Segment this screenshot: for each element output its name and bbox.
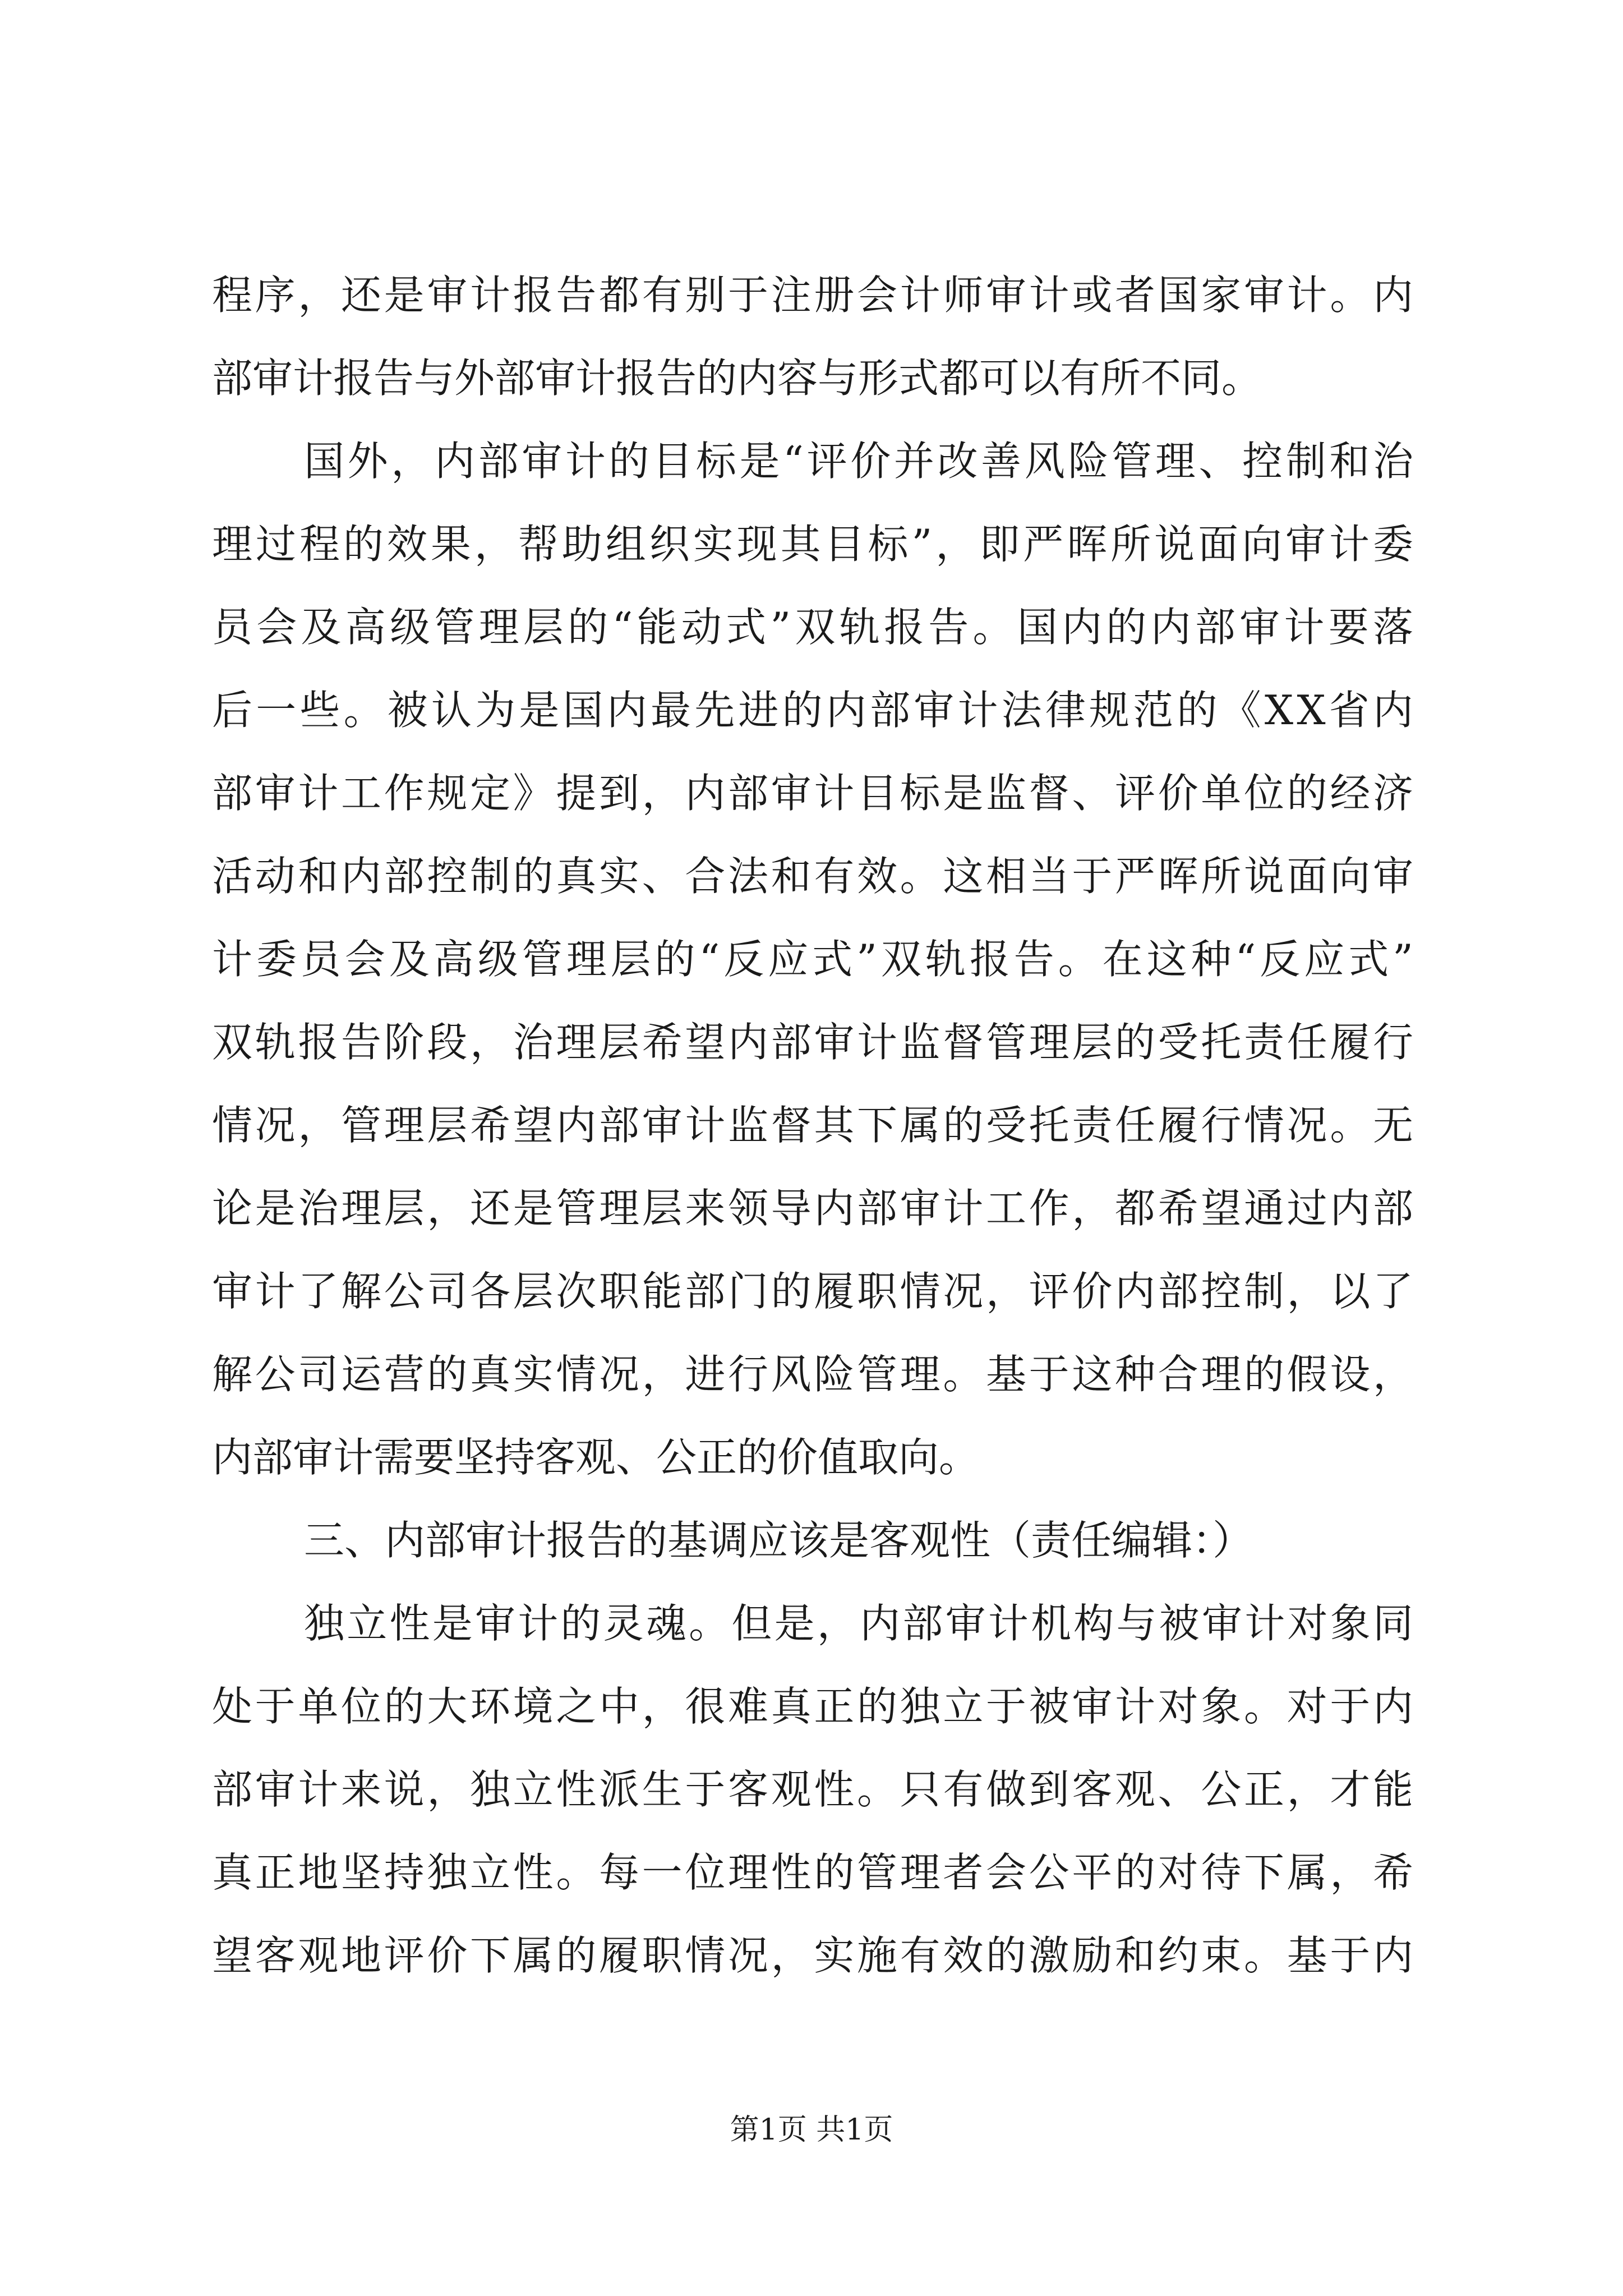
text-line-content: 活动和内部控制的真实、合法和有效。这相当于严晖所说面向审 [212, 853, 1416, 900]
text-line-content: 真正地坚持独立性。每一位理性的管理者会公平的对待下属，希 [212, 1849, 1416, 1896]
text-line-content: 计委员会及高级管理层的“反应式”双轨报告。在这种“反应式” [212, 936, 1417, 983]
text-line-content: 部审计来说，独立性派生于客观性。只有做到客观、公正，才能 [212, 1766, 1416, 1813]
text-line-content: 处于单位的大环境之中，很难真正的独立于被审计对象。对于内 [212, 1683, 1416, 1730]
text-line-content: 员会及高级管理层的“能动式”双轨报告。国内的内部审计要落 [212, 604, 1418, 651]
text-line [0, 434, 1623, 488]
text-line [0, 766, 1623, 820]
text-line [0, 1098, 1623, 1152]
text-line-content: 三、内部审计报告的基调应该是客观性（责任编辑：） [304, 1517, 1253, 1564]
text-line [0, 1680, 1623, 1733]
text-line-content: 理过程的效果，帮助组织实现其目标”，即严晖所说面向审计委 [212, 521, 1417, 568]
text-line [0, 1846, 1623, 1899]
text-line [0, 351, 1623, 405]
text-line [0, 932, 1623, 986]
text-line-content: 独立性是审计的灵魂。但是，内部审计机构与被审计对象同 [304, 1600, 1416, 1647]
text-line [0, 1015, 1623, 1069]
text-line-content: 情况，管理层希望内部审计监督其下属的受托责任履行情况。无 [212, 1102, 1416, 1149]
text-line [0, 849, 1623, 903]
text-line-content: 内部审计需要坚持客观、公正的价值取向。 [212, 1434, 980, 1481]
text-line [0, 1430, 1623, 1484]
text-line [0, 1929, 1623, 1982]
text-line-content: 审计了解公司各层次职能部门的履职情况，评价内部控制，以了 [212, 1268, 1416, 1315]
text-line-content: 解公司运营的真实情况，进行风险管理。基于这种合理的假设， [212, 1351, 1416, 1398]
text-line-content: 部审计工作规定》提到，内部审计目标是监督、评价单位的经济 [212, 770, 1416, 817]
text-line-content: 程序，还是审计报告都有别于注册会计师审计或者国家审计。内 [212, 272, 1416, 319]
text-line [0, 1513, 1623, 1567]
text-line [0, 1264, 1623, 1318]
text-line [0, 517, 1623, 571]
text-line-content: 双轨报告阶段，治理层希望内部审计监督管理层的受托责任履行 [212, 1019, 1416, 1066]
text-line [0, 268, 1623, 322]
text-line-content: 望客观地评价下属的履职情况，实施有效的激励和约束。基于内 [212, 1932, 1416, 1979]
text-line [0, 683, 1623, 737]
page-footer: 第1页 共1页 [730, 2113, 893, 2147]
text-line-content: 部审计报告与外部审计报告的内容与形式都可以有所不同。 [212, 355, 1262, 402]
text-line [0, 1347, 1623, 1401]
text-line-content: 后一些。被认为是国内最先进的内部审计法律规范的《XX省内 [212, 687, 1417, 734]
text-line-content: 国外，内部审计的目标是“评价并改善风险管理、控制和治 [304, 438, 1417, 485]
text-line [0, 1763, 1623, 1816]
text-line [0, 600, 1623, 654]
text-line [0, 1596, 1623, 1650]
text-line [0, 1181, 1623, 1235]
text-line-content: 论是治理层，还是管理层来领导内部审计工作，都希望通过内部 [212, 1185, 1416, 1232]
